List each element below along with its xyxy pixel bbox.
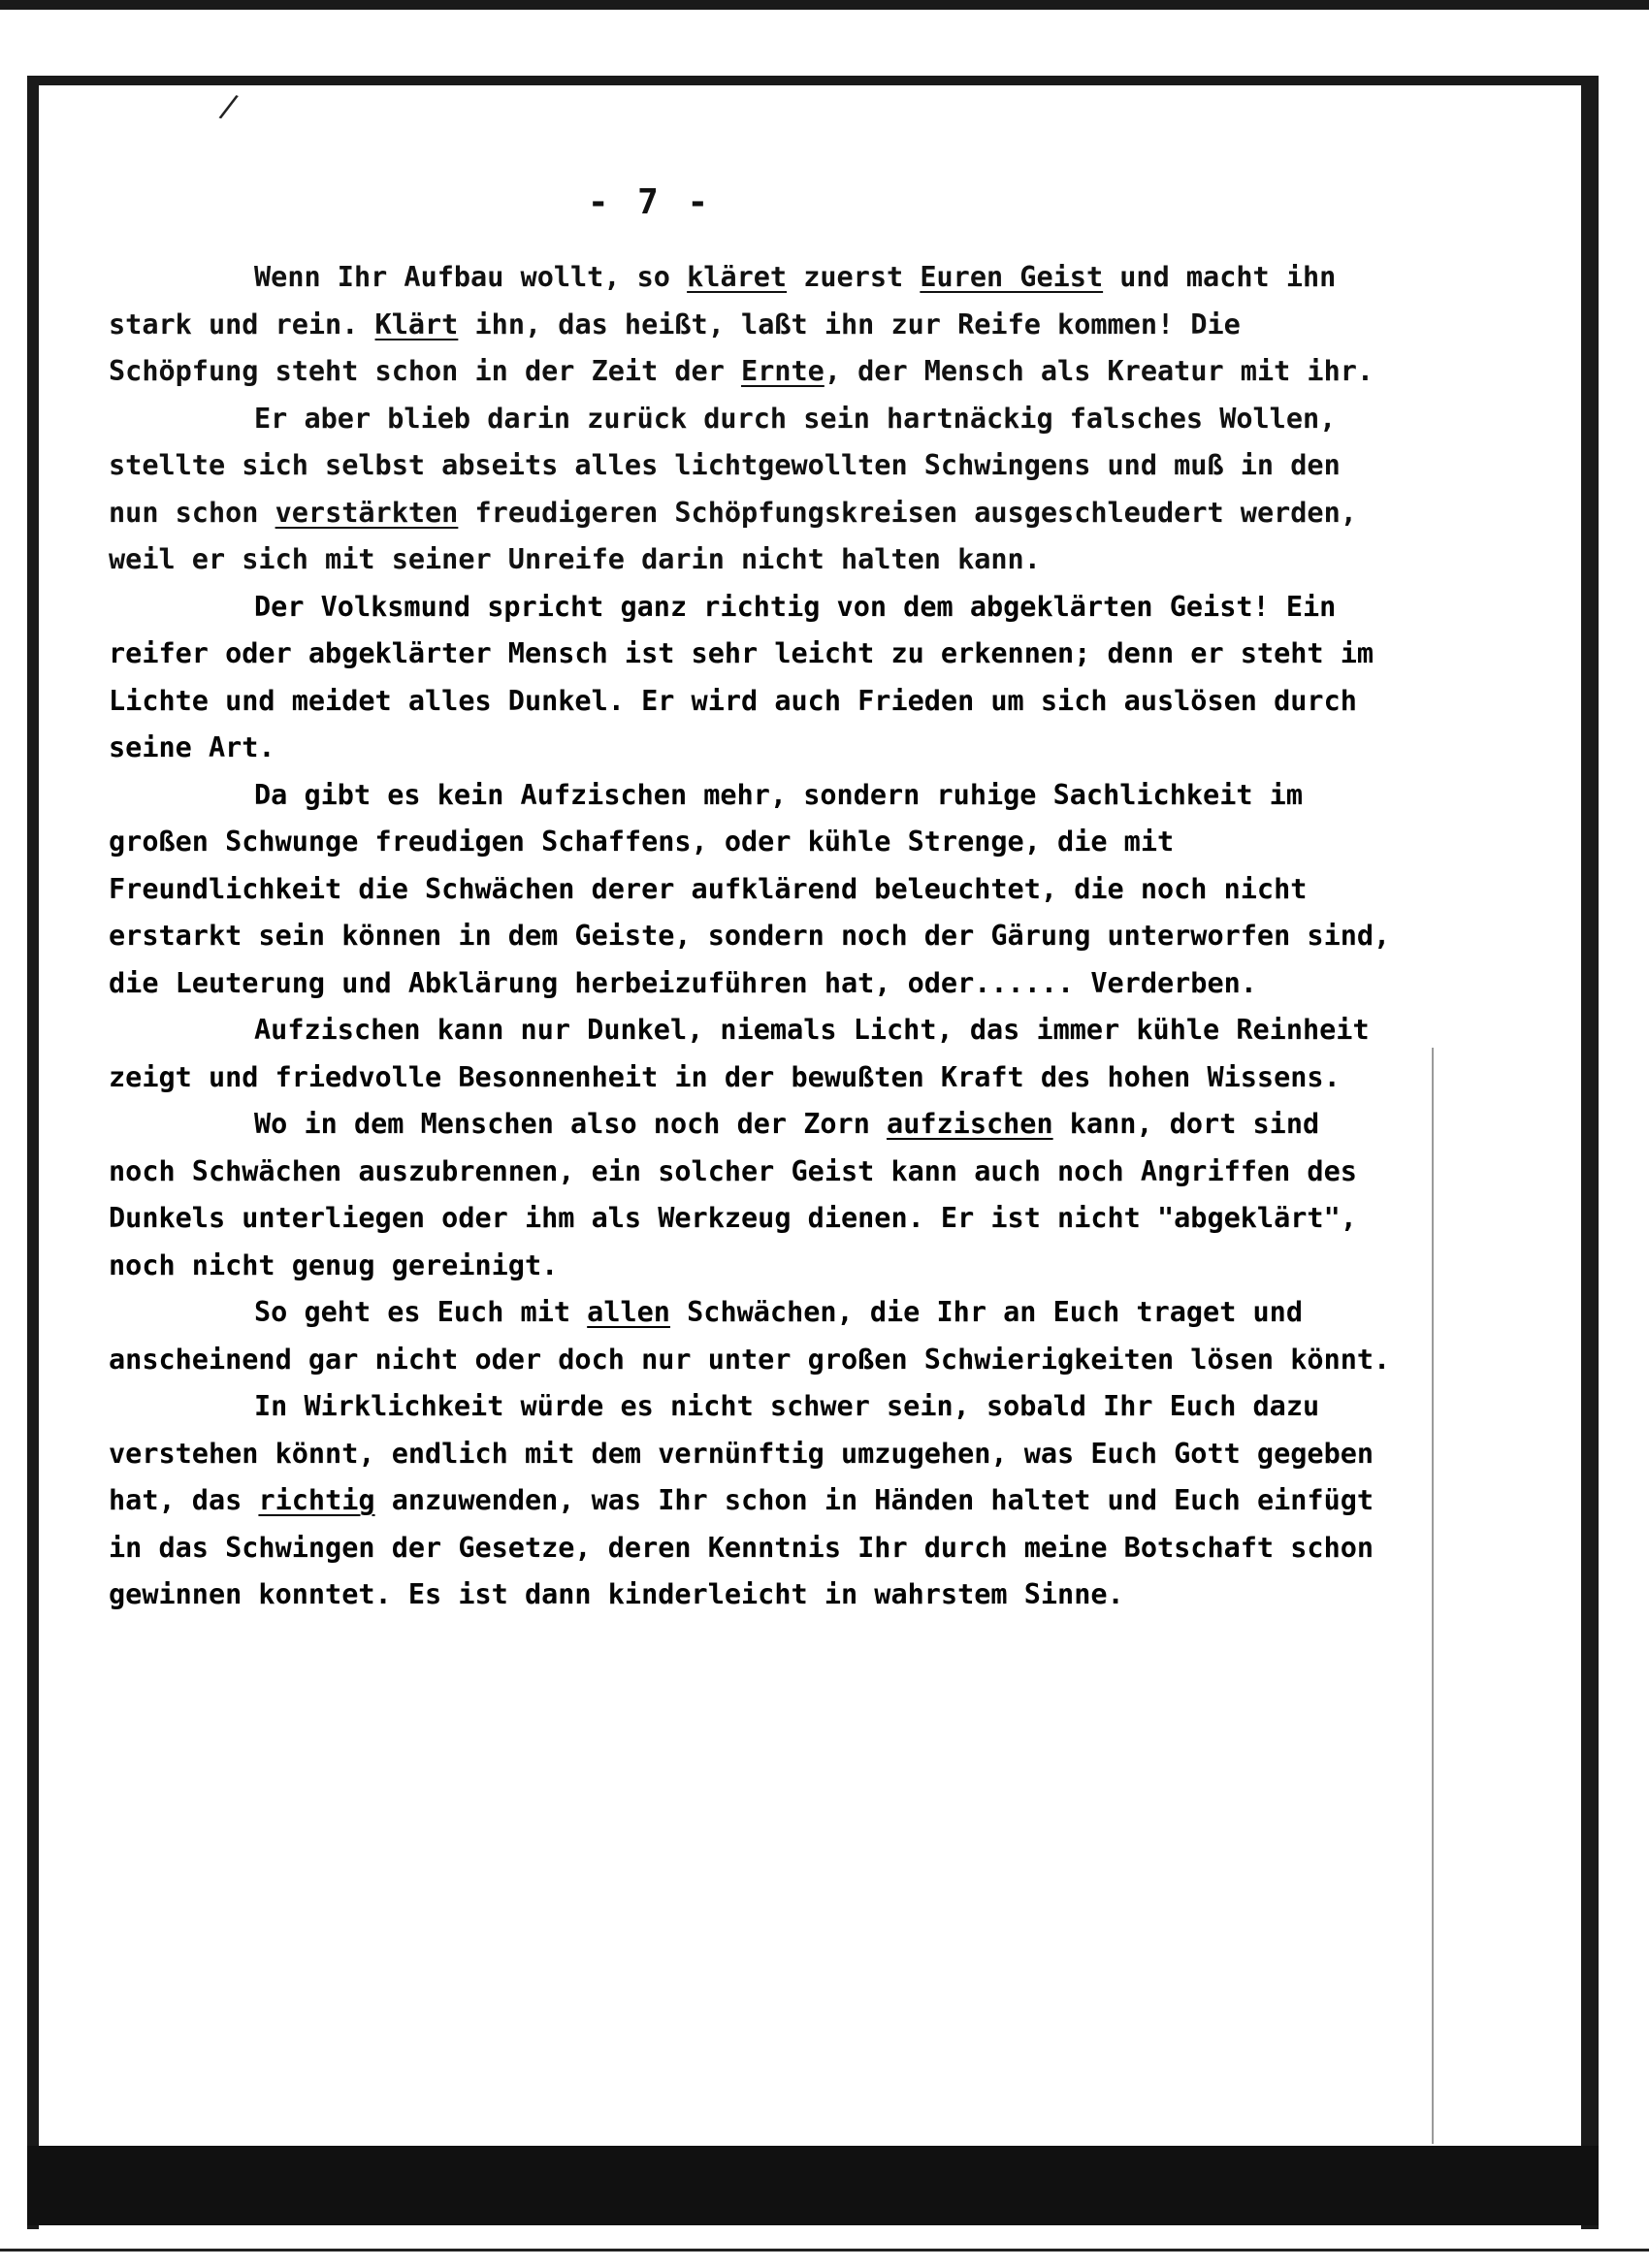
- paragraph-5: [109, 1007, 1399, 1101]
- margin-line: [1432, 1048, 1434, 2144]
- paragraph-4: [109, 772, 1399, 1008]
- underlined-text: Euren Geist: [920, 261, 1104, 293]
- paragraph-3: [109, 584, 1399, 772]
- text-segment: zuerst: [787, 261, 921, 293]
- margin-tick-mark: /: [216, 86, 241, 127]
- underlined-text: allen: [587, 1296, 670, 1328]
- paragraph-1: [109, 254, 1399, 396]
- text-segment: In Wirklichkeit würde es nicht schwer sein, sobald Ihr Euch dazu verstehen könnt, endlich mit dem vernünftig umzugehen, was Euch Gott gegeben hat, das: [109, 1390, 1374, 1516]
- underlined-text: kläret: [687, 261, 788, 293]
- text-segment: Schwächen, die Ihr an Euch traget und anscheinend gar nicht oder doch nur unter großen Schwierigkeiten lösen könnt.: [109, 1296, 1391, 1376]
- text-segment: kann, dort sind noch Schwächen auszubrennen, ein solcher Geist kann auch noch Angriffen des Dunkels unterliegen oder ihm als Werkzeug dienen. Er ist nicht "abgeklärt", noch nicht genug gereinigt.: [109, 1108, 1357, 1281]
- paragraph-2: [109, 396, 1399, 584]
- paragraph-7: [109, 1289, 1399, 1383]
- text-segment: So geht es Euch mit: [254, 1296, 588, 1328]
- text-segment: , der Mensch als Kreatur mit ihr.: [824, 355, 1374, 387]
- text-segment: Wo in dem Menschen also noch der Zorn: [254, 1108, 888, 1140]
- top-border-line: [0, 0, 1649, 10]
- text-segment: Wenn Ihr Aufbau wollt, so: [254, 261, 688, 293]
- document-body: [109, 254, 1399, 1619]
- underlined-text: aufzischen: [887, 1108, 1053, 1140]
- text-segment: anzuwenden, was Ihr schon in Händen haltet und Euch einfügt in das Schwingen der Gesetze, deren Kenntnis Ihr durch meine Botschaft schon gewinnen konntet. Es ist dann kinderleicht in wahrstem Sinne.: [109, 1484, 1374, 1610]
- text-segment: und macht ihn stark und rein.: [109, 261, 1337, 340]
- underlined-text: verstärkten: [275, 496, 459, 529]
- text-segment: ihn, das heißt, laßt ihn zur Reife kommen! Die Schöpfung steht schon in der Zeit der: [109, 308, 1241, 387]
- text-segment: Aufzischen kann nur Dunkel, niemals Licht, das immer kühle Reinheit zeigt und friedvolle Besonnenheit in der bewußten Kraft des hohen Wissens.: [109, 1014, 1370, 1093]
- paragraph-6: [109, 1101, 1399, 1289]
- underlined-text: Klärt: [374, 308, 459, 340]
- underlined-text: richtig: [258, 1484, 375, 1516]
- text-segment: Da gibt es kein Aufzischen mehr, sondern ruhige Sachlichkeit im großen Schwunge freudigen Schaffens, oder kühle Strenge, die mit Freundlichkeit die Schwächen derer aufklärend beleuchtet, die noch nicht erstarkt sein können in dem Geiste, sondern noch der Gärung unterworfen sind, die Leuterung und Abklärung herbeizuführen hat, oder...... Verderben.: [109, 778, 1391, 999]
- text-segment: freudigeren Schöpfungskreisen ausgeschleudert werden, weil er sich mit seiner Unreife darin nicht halten kann.: [109, 496, 1357, 575]
- underlined-text: Ernte: [741, 355, 824, 387]
- bottom-scan-bar: [27, 2146, 1599, 2225]
- bottom-border-line: [0, 2249, 1649, 2268]
- page-number: - 7 -: [587, 182, 713, 222]
- text-segment: Er aber blieb darin zurück durch sein hartnäckig falsches Wollen, stellte sich selbst abseits alles lichtgewollten Schwingens und muß in den nun schon: [109, 402, 1341, 529]
- paragraph-8: [109, 1383, 1399, 1619]
- text-segment: Der Volksmund spricht ganz richtig von dem abgeklärten Geist! Ein reifer oder abgeklärter Mensch ist sehr leicht zu erkennen; denn er steht im Lichte und meidet alles Dunkel. Er wird auch Frieden um sich auslösen durch seine Art.: [109, 590, 1374, 763]
